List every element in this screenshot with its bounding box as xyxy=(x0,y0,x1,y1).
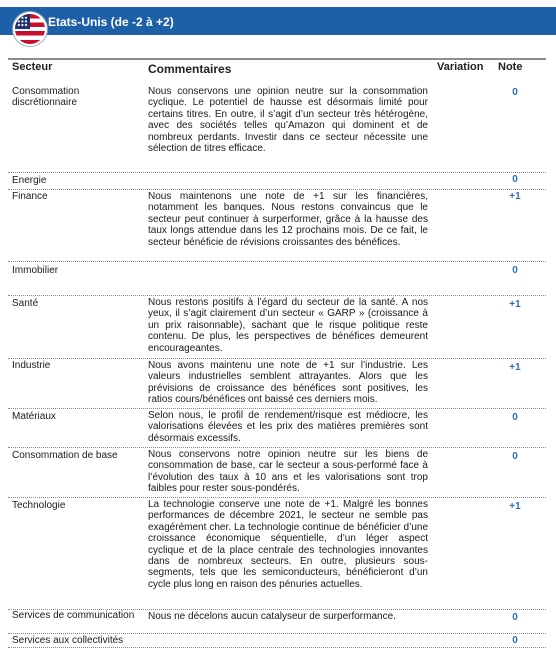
comment-cell: Nous avons maintenu une note de +1 sur l’industrie. Les valeurs industrielles semblent attrayantes. Alors que les prévisions de croissance des bénéfices sont positives, les ratios cours/bénéfices ont baissé ces derniers mois. xyxy=(148,360,428,406)
note-cell: 0 xyxy=(512,265,518,276)
table-row xyxy=(8,448,546,498)
note-cell: 0 xyxy=(512,451,518,462)
table-row xyxy=(8,173,546,190)
table-row xyxy=(8,359,546,409)
table-row xyxy=(8,409,546,448)
table-row xyxy=(8,296,546,359)
sector-cell: Santé xyxy=(12,298,39,309)
comment-cell: Nous conservons notre opinion neutre sur les biens de consommation de base, car le secteur a sous-performé face à l’évolution des taux à 10 ans et les valorisations sont trop faibles pour rester sous-pondérés. xyxy=(148,449,428,495)
table-row xyxy=(8,498,546,610)
us-flag-icon xyxy=(13,12,47,46)
sector-cell: Finance xyxy=(12,191,48,202)
note-cell: 0 xyxy=(512,174,518,185)
note-cell: +1 xyxy=(509,299,521,310)
note-cell: +1 xyxy=(509,191,521,202)
sector-cell: Services aux collectivités xyxy=(12,635,124,646)
note-cell: 0 xyxy=(512,635,518,646)
table-row xyxy=(8,262,546,296)
note-cell: 0 xyxy=(512,612,518,623)
header-divider xyxy=(8,58,546,60)
sector-cell: Immobilier xyxy=(12,265,59,276)
sector-cell: Services de communication xyxy=(12,610,135,621)
sector-cell: Consommation de base xyxy=(12,450,118,461)
note-cell: 0 xyxy=(512,87,518,98)
table-row xyxy=(8,610,546,634)
sector-cell: Energie xyxy=(12,175,47,186)
page-title: Etats-Unis (de -2 à +2) xyxy=(48,15,174,29)
comment-cell: Nous maintenons une note de +1 sur les financières, notamment les banques. Nous restons convaincus que le secteur peut continuer à surperformer, grâce à la hausse des taux longs attendue dans les 12 prochains mois. De ce fait, le secteur bénéficie de révisions croissantes des bénéfices. xyxy=(148,191,428,248)
note-cell: +1 xyxy=(509,362,521,373)
comment-cell: Nous ne décelons aucun catalyseur de surperformance. xyxy=(148,611,396,622)
note-cell: +1 xyxy=(509,501,521,512)
table-row xyxy=(8,190,546,262)
column-header-variation: Variation xyxy=(437,61,484,73)
note-cell: 0 xyxy=(512,412,518,423)
sector-cell: Industrie xyxy=(12,360,51,371)
column-header-note: Note xyxy=(498,61,523,73)
comment-cell: Nous restons positifs à l’égard du secteur de la santé. A nos yeux, il s’agit clairement d’un secteur « GARP » (croissance à un prix raisonnable), sachant que le risque politique reste contenu. De plus, les perspectives de bénéfices demeurent encourageantes. xyxy=(148,297,428,354)
sector-cell: Consommation discrétionnaire xyxy=(12,86,80,108)
title-banner xyxy=(0,7,556,35)
comment-cell: La technologie conserve une note de +1. Malgré les bonnes performances de décembre 2021, le secteur ne semble pas exagérément cher. La technologie continue de bénéficier d’une croissance économique séquentielle, d’un léger aspect cyclique et de la place centrale des technologies innovantes dans de nombreux secteurs. En outre, plusieurs sous-segments, tels que les semiconducteurs, bénéficieront d’un cycle plus long en raison des pénuries actuelles. xyxy=(148,499,428,590)
table-row xyxy=(8,86,546,173)
column-header-sector: Secteur xyxy=(12,61,53,73)
sector-cell: Technologie xyxy=(12,500,66,511)
column-header-comments: Commentaires xyxy=(148,62,232,76)
comment-cell: Selon nous, le profil de rendement/risque est médiocre, les valorisations élevées et les prix des matières premières sont désormais excessifs. xyxy=(148,410,428,444)
sector-cell: Matériaux xyxy=(12,411,56,422)
comment-cell: Nous conservons une opinion neutre sur la consommation cyclique. Le potentiel de hausse est désormais limité pour certains titres. En outre, il s’agit d’un secteur très hétérogène, avec des sociétés telles qu’Amazon qui dominent et de nombreux perdants. Investir dans ce secteur nécessite une sélection de titres efficace. xyxy=(148,86,428,155)
table-row xyxy=(8,634,546,648)
